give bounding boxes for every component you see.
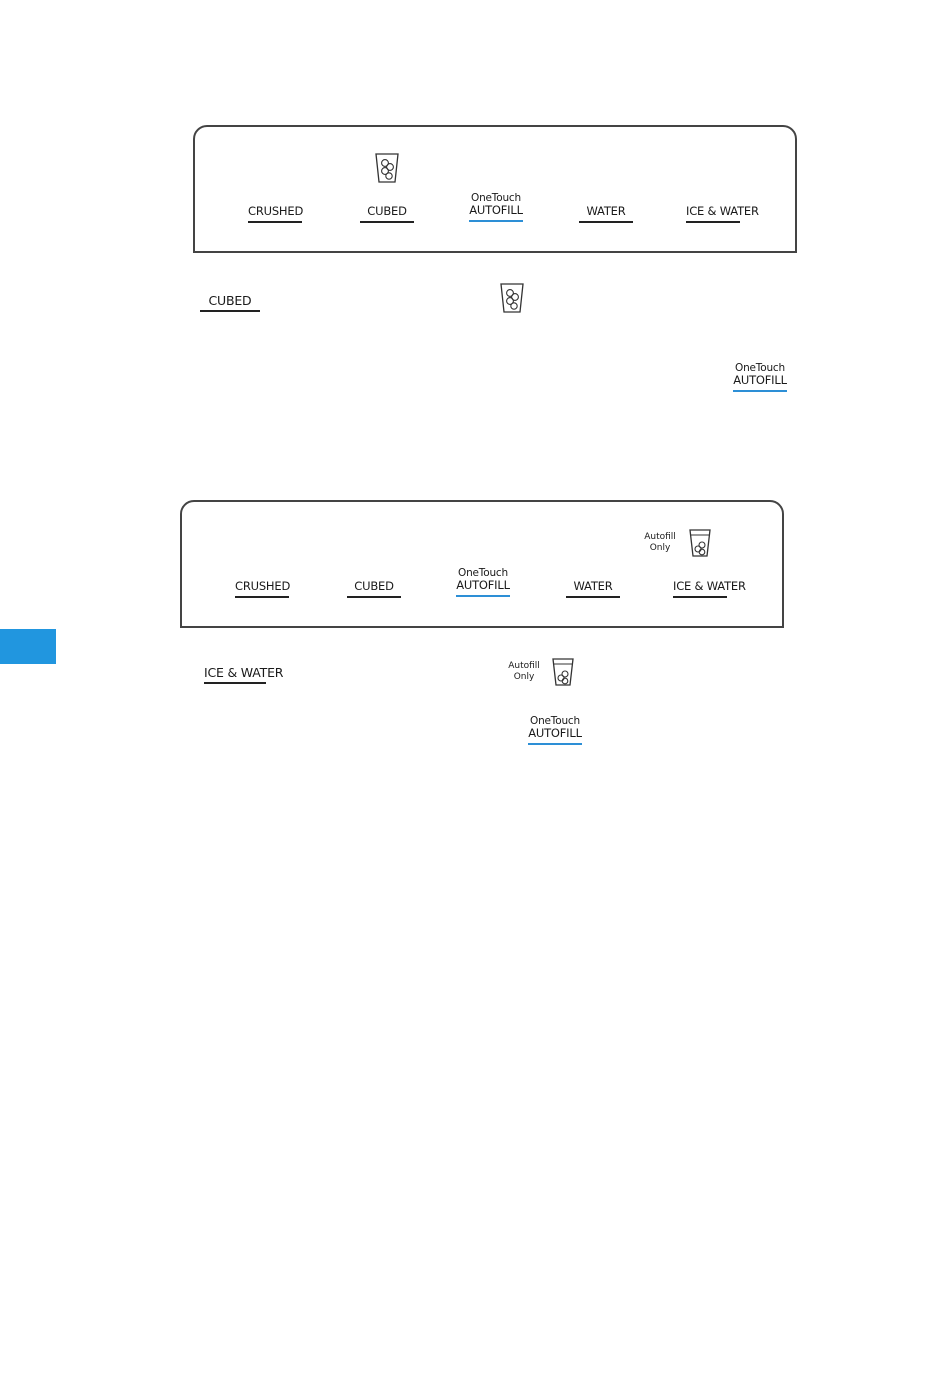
cubed-button[interactable]: CUBED — [360, 205, 414, 223]
cubed-ice-glass-icon — [499, 281, 525, 315]
water-button[interactable]: WATER — [579, 205, 633, 223]
dispenser-panel-1 — [193, 125, 797, 253]
autofill-only-label: Autofill Only — [508, 661, 540, 682]
onetouch-autofill-button[interactable]: OneTouch AUTOFILL — [456, 567, 510, 597]
section-tab-marker — [0, 629, 56, 664]
onetouch-autofill-reference: OneTouch AUTOFILL — [733, 362, 787, 392]
ice-water-button[interactable]: ICE & WATER — [673, 580, 727, 598]
cubed-button[interactable]: CUBED — [347, 580, 401, 598]
ice-water-reference-label: ICE & WATER — [204, 666, 266, 684]
dispenser-panel-2 — [180, 500, 784, 628]
crushed-button[interactable]: CRUSHED — [235, 580, 289, 598]
water-button[interactable]: WATER — [566, 580, 620, 598]
crushed-button[interactable]: CRUSHED — [248, 205, 302, 223]
onetouch-autofill-button[interactable]: OneTouch AUTOFILL — [469, 192, 523, 222]
autofill-glass-icon — [551, 657, 575, 687]
cubed-ice-glass-icon — [374, 151, 400, 185]
ice-water-button[interactable]: ICE & WATER — [686, 205, 740, 223]
autofill-glass-icon — [688, 528, 712, 558]
cubed-reference-label: CUBED — [200, 294, 260, 312]
autofill-only-label: Autofill Only — [644, 532, 676, 553]
onetouch-autofill-reference: OneTouch AUTOFILL — [528, 715, 582, 745]
